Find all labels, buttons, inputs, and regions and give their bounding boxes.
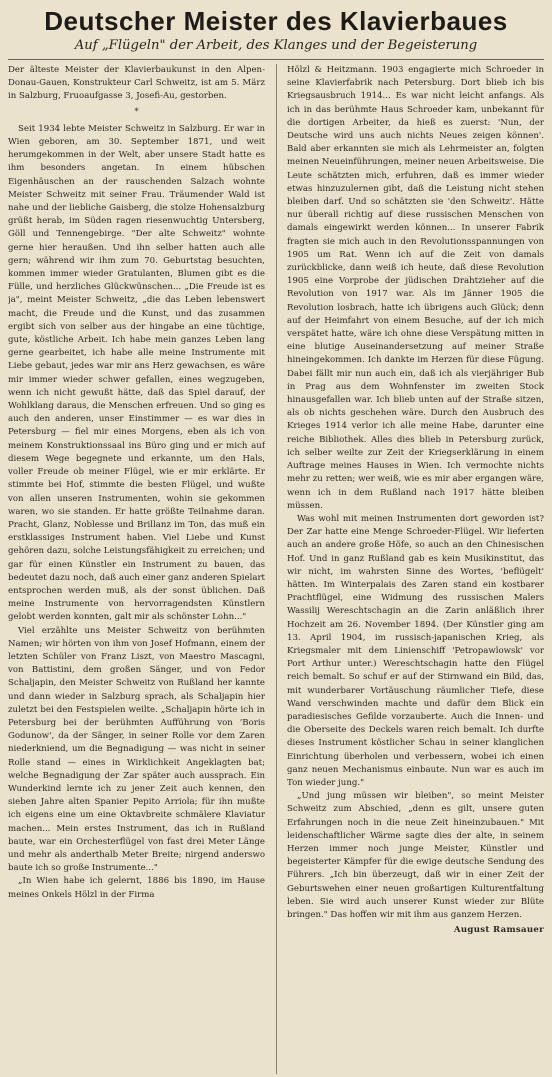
left-column <box>8 64 265 1074</box>
body-paragraph: Was wohl mit meinen Instrumenten dort geworden ist? Der Zar hatte eine Menge Schroeder-Flügel. Wir lieferten auch an andere große Höfe, so auch an den Chinesischen Hof. Und in ganz Rußland gab es kein Musikinstitut, das wir nicht, im wahrsten Sinne des Wortes, 'beflügelt' hätten. Im Winterpalais des Zaren stand ein kostbarer Prachtflügel, eine Widmung des russischen Malers Wassilij Wereschtschagin an die Zarin anläßlich ihrer Hochzeit am 26. November 1894. (Der Künstler ging am 13. April 1904, im russisch-japanischen Krieg, als Kriegsmaler mit dem Linienschiff 'Petropawlowsk' vor Port Arthur unter.) Wereschtschagin hatte den Flügel reich bemalt. So schuf er auf der Stirnwand ein Bild, das, mit wunderbarer Vortäuschung räumlicher Tiefe, diese Wand verschwinden machte und dafür dem Blick ein paradiesisches Gefilde vorzauberte. Auch die Innen- und die Oberseite des Deckels waren reich bemalt. Ich durfte dieses Instrument köstlicher Schau in seiner klanglichen Einrichtung überholen und verbessern, wobei ich einen ganz neuen Mechanismus einbaute. Nun war es auch im Ton wieder jung." <box>287 513 544 788</box>
body-paragraph: „Und jung müssen wir bleiben", so meint Meister Schweitz zum Abschied, „denn es gilt, unsere guten Erfahrungen noch in die neue Zeit hineinzubauen." Mit leidenschaftlicher Wärme sagte dies der alte, in seinem Herzen immer noch junge Meister, Künstler und begeisterter Kämpfer für die ewige deutsche Sendung des Führers. „Ich bin überzeugt, daß wir in einer Zeit der Geburtswehen einer neuen großartigen Kulturentfaltung leben. Sie wird auch unserer Kunst wieder zur Blüte bringen." Das hoffen wir mit ihm aus ganzem Herzen. <box>287 791 544 920</box>
body-paragraph: Seit 1934 lebte Meister Schweitz in Salzburg. Er war in Wien geboren, am 30. September 1871, und weit herumgekommen in der Welt, aber unsere Stadt hatte es ihm besonders angetan. In einem hübschen Eigenhäuschen an der rauschenden Salzach wohnte Meister Schweitz mit seiner Frau. Träumender Wald ist nahe und der liebliche Gaisberg, die stolze Hohensalzburg grüßt herab, im Süden ragen riesenwuchtig Untersberg, Göll und Tennengebirge. "Der alte Schweitz" wohnte gerne hier heraußen. Und ihn selber hatten auch alle gern; während wir ihm zum 70. Geburtstag besuchten, kommen immer wieder Gratulanten, Blumen gibt es die Fülle, und herzliches Glückwünschen... „Die Freude ist es ja", meint Meister Schweitz, „die das Leben lebenswert macht, die Freude und die Kunst, und das zusammen ergibt sich von selber aus der hingabe an eine tüchtige, gute, köstliche Arbeit. Ich habe mein ganzes Leben lang gerne gearbeitet, ich habe alle meine Instrumente mit Liebe gebaut, jedes war mir ans Herz gewachsen, es wäre mir immer wieder schwer gefallen, eines wegzugeben, wenn ich nicht gewußt hätte, daß das Spiel darauf, der Wohlklang daraus, die Menschen erfreuen. Und so ging es auch den anderen, unser Einstimmer — es war dies in Petersburg — fiel mir eines Morgens, eben als ich von meinem Konstruktionssaal ins Büro ging und er mich auf diesem Wege begegnete und erkannte, um den Hals, voller Freude ob meiner Flügel, wie er mir erklärte. Er stimmte bei Hof, stimmte die besten Flügel, und wußte von allen unseren Instrumenten, wohin sie gekommen waren, wo sie standen. Er hatte größte Teilnahme daran. Pracht, Glanz, Noblesse und Brillanz im Ton, das muß ein erstklassiges Instrument haben. Viel Liebe und Kunst gehören dazu, solche Leistungsfähigkeit zu erreichen; und gar für einen Künstler ein Instrument zu bauen, das bedeutet dazu noch, daß auch einer ganz anderen Spielart entsprochen werden muß, als der sonst üblichen. Daß meine Instrumente von hervorragendsten Künstlern gelobt werden konnten, galt mir als schönster Lohn..." <box>8 123 265 623</box>
article-title: Deutscher Meister des Klavierbaues <box>44 6 508 36</box>
title-rule <box>8 59 544 60</box>
article-subtitle: Auf „Flügeln" der Arbeit, des Klanges und der Begeisterung <box>74 38 478 53</box>
column-divider <box>276 64 277 1074</box>
body-paragraph: „In Wien habe ich gelernt, 1886 bis 1890, im Hause meines Onkels Hölzl in der Firma <box>8 876 265 900</box>
article-author: August Ramsauer <box>453 925 544 936</box>
section-star: * <box>134 106 139 117</box>
intro-paragraph: Der älteste Meister der Klavierbaukunst in den Alpen-Donau-Gauen, Konstrukteur Carl Schweitz, ist am 5. März in Salzburg, Fruoaufgasse 3, Josefi-Au, gestorben. <box>8 65 265 102</box>
article-columns <box>8 64 544 1074</box>
right-column <box>287 64 544 1074</box>
body-paragraph: Hölzl & Heitzmann. 1903 engagierte mich Schroeder in seine Klavierfabrik nach Petersburg. Dort blieb ich bis Kriegsausbruch 1914... Es war nicht leicht anfangs. Als ich in das berühmte Haus Schroeder kam, unbekannt für die dortigen Arbeiter, da hieß es zuerst: 'Nun, der Deutsche wird uns auch nichts Neues zeigen können'. Bald aber erkannten sie mich als Lehrmeister an, folgten meinen Neueinführungen, meiner neuen Arbeitsweise. Die Leute schätzten mich, erfuhren, daß es immer wieder etwas hinzuzulernen gibt, daß die Leistung nicht stehen bleiben darf. Und so schätzten sie 'den Schweitz'. Hätte nur überall richtig auf diese russischen Menschen von damals eingewirkt werden können... In unserer Fabrik fragten sie mich auch in den Revolutionsspannungen von 1905 um Rat. Wenn ich auf die Zeit von damals zurückblicke, dann weiß ich heute, daß diese Revolution 1905 eine Vorprobe der jüdischen Drahtzieher auf die Revolution von 1917 war. Als im Jänner 1905 die Revolution losbrach, hatte ich übrigens auch Glück; denn auf der Heimfahrt von einem Besuche, auf der ich mich verspätet hatte, wäre ich ohne diese Verspätung mitten in eine blutige Auseinandersetzung auf meiner Straße hineingekommen. Ich dankte im Herzen für diese Fügung. Dabei fällt mir nun auch ein, daß ich als vierjähriger Bub in Prag aus dem Wohnfenster im zweiten Stock hinausgefallen war. Ich blieb unten auf der Straße sitzen, als ob nichts geschehen wäre. Durch den Ausbruch des Krieges 1914 verlor ich alle meine Habe, darunter eine reiche Bibliothek. Alles dies blieb in Petersburg zurück, ich selber weilte zur Zeit der Kriegserklärung in einem Auftrage meines Hauses in Wien. Ich vermochte nichts mehr zu retten; wer weiß, wie es mir aber ergangen wäre, wenn ich in dem Rußland nach 1917 hätte bleiben müssen. <box>287 65 544 511</box>
body-paragraph: Viel erzählte uns Meister Schweitz von berühmten Namen; wir hörten von ihm von Josef Hofmann, einem der letzten Schüler von Franz Liszt, von Maestro Mascagni, von Battistini, dem großen Sänger, und von Fedor Schaljapin, den Meister Schweitz von Rußland her kannte und dann wieder in Salzburg sprach, als Schaljapin hier zuletzt bei den Festspielen weilte. „Schaljapin hörte ich in Petersburg bei der berühmten Aufführung von 'Boris Godunow', da der Sänger, in seiner Rolle vor dem Zaren niederkniend, um die Begnadigung — was nicht in seiner Rolle stand — eines in Wirklichkeit Angeklagten bat; welche Begnadigung der Zar später auch aussprach. Ein Wunderkind lernte ich zu jener Zeit auch kennen, den sieben Jahre alten Spanier Pepito Arriola; für ihn mußte ich eigens eine um eine Oktavbreite schmälere Klaviatur machen... Mein erstes Instrument, das ich in Rußland baute, war ein Orchesterflügel von fast drei Meter Länge und mehr als anderthalb Meter Breite; nirgend anderswo baute ich so große Instrumente..." <box>8 625 265 874</box>
